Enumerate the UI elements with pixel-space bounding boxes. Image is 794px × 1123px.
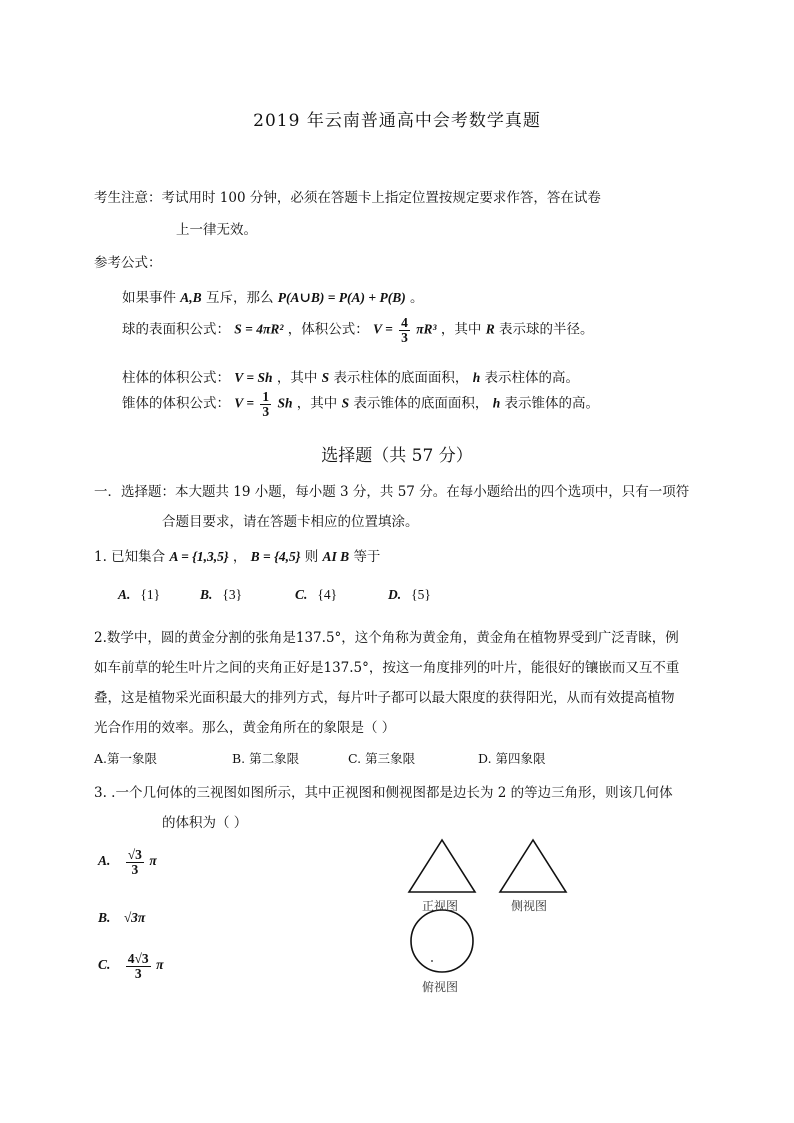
formula-math: S = 4πR² (234, 321, 284, 337)
question-3-line-1: 3. .一个几何体的三视图如图所示，其中正视图和侧视图都是边长为 2 的等边三角形，则该几何体 (94, 785, 673, 801)
fraction (399, 316, 410, 344)
formula-text: 表示柱体的高。 (484, 370, 580, 386)
formula-text: 柱体的体积公式： (122, 370, 230, 386)
question-math: B = {4,5} (250, 549, 301, 564)
option-value: {5} (411, 587, 431, 602)
formula-text: ，其中 (296, 395, 338, 412)
q1-option-b[interactable] (200, 587, 242, 603)
center-dot (431, 960, 433, 962)
option-value: π (156, 957, 164, 973)
formula-math: P(A∪B) = P(A) + P(B) (277, 290, 406, 305)
top-view-circle (411, 910, 473, 972)
formula-text: 如果事件 (122, 290, 176, 306)
formula-text: 表示球的半径。 (499, 321, 594, 338)
q3-option-c[interactable] (98, 952, 163, 980)
option-value: {1} (140, 587, 161, 602)
fraction-denominator: 3 (262, 403, 270, 419)
q1-option-c[interactable] (295, 587, 337, 603)
question-1-stem (94, 545, 380, 565)
question-text: ， (232, 549, 247, 565)
q1-option-d[interactable] (388, 587, 431, 603)
option-value: {3} (222, 587, 243, 602)
formulas-heading: 参考公式： (94, 255, 162, 271)
formula-math: V = (373, 321, 393, 337)
formula-text: 球的表面积公式： (122, 321, 230, 338)
option-value: {4} (317, 587, 338, 602)
formula-union (122, 286, 424, 306)
question-math: A = {1,3,5} (169, 549, 229, 564)
fraction (126, 848, 144, 876)
option-letter: B. (98, 910, 111, 925)
formula-math: h (492, 395, 501, 411)
fraction (260, 390, 271, 418)
option-letter: B. (200, 587, 213, 602)
option-value: √3π (123, 910, 146, 925)
page-title: 2019 年云南普通高中会考数学真题 (253, 111, 541, 131)
question-2-line-1: 2.数学中，圆的黄金分割的张角是137.5°，这个角称为黄金角，黄金角在植物界受到广泛青睐，例 (94, 630, 679, 646)
fraction-numerator: 4 (401, 315, 408, 330)
q1-option-a[interactable] (118, 587, 160, 603)
formula-math: S (341, 395, 350, 411)
option-letter: A. (98, 853, 111, 869)
formula-cone (122, 390, 599, 418)
section-title: 选择题（共 57 分） (321, 446, 473, 466)
question-2-line-2: 如车前草的轮生叶片之间的夹角正好是137.5°，按这一角度排列的叶片，能很好的镶嵌而又互不重 (94, 660, 680, 676)
formula-math: S (321, 370, 330, 385)
fraction-numerator: 4√3 (127, 951, 149, 966)
formula-text: ，其中 (440, 321, 482, 338)
notice-line-1: 考生注意：考试用时 100 分钟，必须在答题卡上指定位置按规定要求作答，答在试卷 (94, 190, 601, 206)
q3-option-a[interactable] (98, 848, 157, 876)
formula-math: πR³ (416, 321, 437, 337)
formula-text: 锥体的体积公式： (122, 395, 230, 412)
side-view-triangle (500, 840, 566, 892)
fraction-denominator: 3 (131, 861, 139, 877)
top-view-label: 俯视图 (422, 980, 459, 994)
formula-text: 表示柱体的底面面积， (333, 370, 469, 386)
q2-option-d[interactable]: D. 第四象限 (478, 751, 546, 766)
side-view-label: 侧视图 (511, 899, 548, 913)
question-text: 则 (304, 549, 319, 565)
formula-text: 。 (410, 290, 424, 306)
formula-math: V = (234, 395, 255, 411)
notice-line-2: 上一律无效。 (176, 222, 257, 238)
fraction (126, 952, 151, 980)
option-letter: C. (98, 957, 111, 973)
instructions-line-2: 合题目要求，请在答题卡相应的位置填涂。 (162, 514, 419, 530)
formula-cylinder (122, 366, 579, 386)
front-view-triangle (409, 840, 475, 892)
formula-text: ，其中 (276, 370, 318, 386)
q2-option-a[interactable]: A.第一象限 (94, 751, 158, 766)
q2-option-c[interactable]: C. 第三象限 (348, 751, 416, 766)
option-letter: A. (118, 587, 131, 602)
question-2-line-3: 叠，这是植物采光面积最大的排列方式，每片叶子都可以最大限度的获得阳光，从而有效提高植物 (94, 690, 675, 706)
instructions-line-1: 一．选择题：本大题共 19 小题，每小题 3 分，共 57 分。在每小题给出的四个选项中，只有一项符 (94, 484, 690, 500)
question-3-line-2: 的体积为（ ） (162, 815, 248, 831)
formula-text: 互斥，那么 (205, 290, 274, 306)
formula-math: Sh (277, 395, 293, 411)
question-math: AI B (322, 549, 350, 564)
option-letter: C. (295, 587, 308, 602)
fraction-denominator: 3 (134, 965, 142, 981)
formula-sphere (122, 316, 594, 344)
formula-text: 表示锥体的底面面积， (353, 395, 489, 412)
formula-math: V = Sh (234, 370, 273, 385)
formula-math: R (485, 321, 495, 337)
question-text: 等于 (353, 549, 381, 565)
q3-option-b[interactable] (98, 910, 145, 926)
front-view-label: 正视图 (422, 899, 459, 913)
question-text: 1. 已知集合 (94, 549, 166, 565)
formula-math: h (472, 370, 481, 385)
option-value: π (149, 853, 157, 869)
fraction-denominator: 3 (401, 329, 408, 345)
fraction-numerator: 1 (262, 389, 270, 404)
formula-text: 表示锥体的高。 (504, 395, 600, 412)
formula-math: A,B (180, 290, 202, 305)
formula-text: ，体积公式： (287, 321, 369, 338)
q2-option-b[interactable]: B. 第二象限 (232, 751, 300, 766)
question-2-line-4: 光合作用的效率。那么，黄金角所在的象限是（ ） (94, 720, 396, 736)
option-letter: D. (388, 587, 402, 602)
fraction-numerator: √3 (127, 847, 142, 862)
